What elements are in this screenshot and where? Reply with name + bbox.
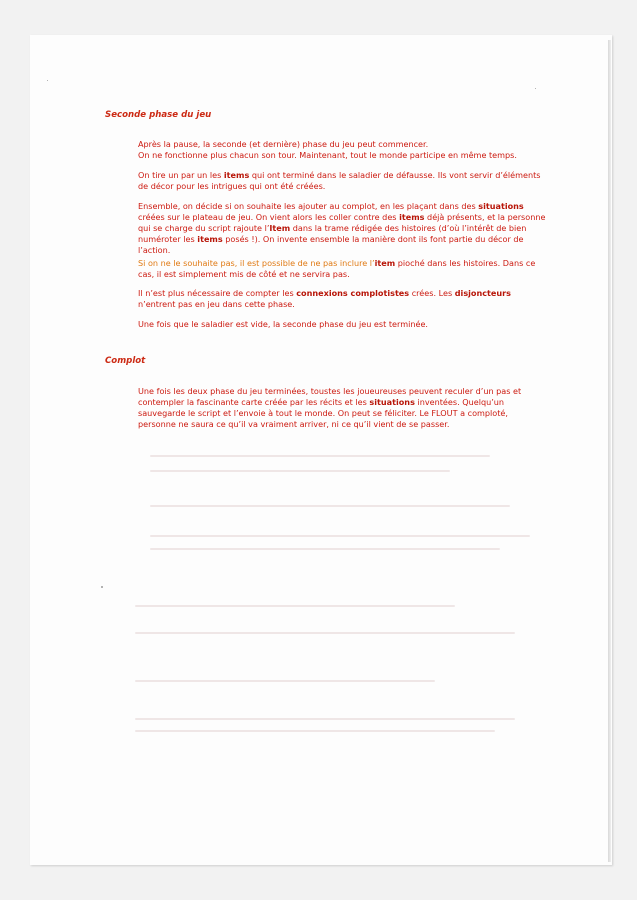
keyword: situations [478,201,524,211]
keyword: disjoncteurs [454,288,511,298]
paragraph [138,139,548,161]
text-run: On tire un par un les [138,170,224,180]
page-edge-shadow [608,40,611,862]
paragraph [138,201,548,256]
text-run: Une fois que le saladier est vide, la seconde phase du jeu est terminée. [138,319,429,329]
text-run: posés !). On invente ensemble la manière dont ils font partie du décor de l’action. [138,233,524,255]
text-run: déjà présents, et la personne qui se charge du script rajoute l’ [138,211,546,233]
text-run: créées sur le plateau de jeu. On vient alors les coller contre des [138,211,400,222]
show-through-line [150,455,490,457]
paragraph [138,170,548,192]
show-through-line [150,548,500,550]
show-through-line [135,718,515,720]
paper-speck [101,586,103,588]
show-through-line [150,470,450,472]
show-through-line [135,605,455,607]
text-run: inventées. Quelqu’un sauvegarde le script et l’envoie à tout le monde. On peut se féliciter. Le FLOUT a comploté, personne ne saura ce qu’il va vraiment arriver, ni ce qu’il vient de se passer. [138,396,508,429]
keyword: items [399,211,425,222]
paper-speck [535,88,536,89]
show-through-line [150,535,530,537]
show-through-line [135,730,495,732]
text-run: Ensemble, on décide si on souhaite les ajouter au complot, en les plaçant dans des [138,201,479,211]
text-run: qui ont terminé dans le saladier de défausse. Ils vont servir d’éléments de décor pour les intrigues qui ont été créées. [138,170,541,191]
keyword: item [374,258,396,268]
text-run: Il n’est plus nécessaire de compter les [138,288,297,298]
paragraph [138,288,548,310]
paragraph [138,386,548,430]
keyword: items [223,170,250,180]
section-heading-seconde-phase: Seconde phase du jeu [105,110,212,120]
paragraph [138,258,548,280]
text-run: Une fois les deux phase du jeu terminées, toustes les joueureuses peuvent reculer d’un pas et contempler la fascinante carte créée par les récits et les [138,386,522,407]
keyword: situations [369,396,415,407]
text-run: Si on ne le souhaite pas, il est possible de ne pas inclure l’ [138,258,375,268]
text-run: pioché dans les histoires. Dans ce cas, il est simplement mis de côté et ne servira pas. [138,258,536,279]
paragraph [138,319,548,330]
keyword: items [197,233,223,244]
keyword: Item [269,222,291,233]
text-run: Après la pause, la seconde (et dernière) phase du jeu peut commencer. On ne fonctionne plus chacun son tour. Maintenant, tout le monde participe en même temps. [138,139,517,160]
show-through-line [135,680,435,682]
keyword: connexions complotistes [296,288,410,298]
show-through-line [150,505,510,507]
paper-speck [47,80,48,81]
text-run: n’entrent pas en jeu dans cette phase. [138,298,295,309]
show-through-line [135,632,515,634]
section-heading-complot: Complot [105,356,146,366]
text-run: dans la trame rédigée des histoires (d’où l’intérêt de bien numéroter les [138,222,527,244]
text-run: crées. Les [409,288,455,298]
